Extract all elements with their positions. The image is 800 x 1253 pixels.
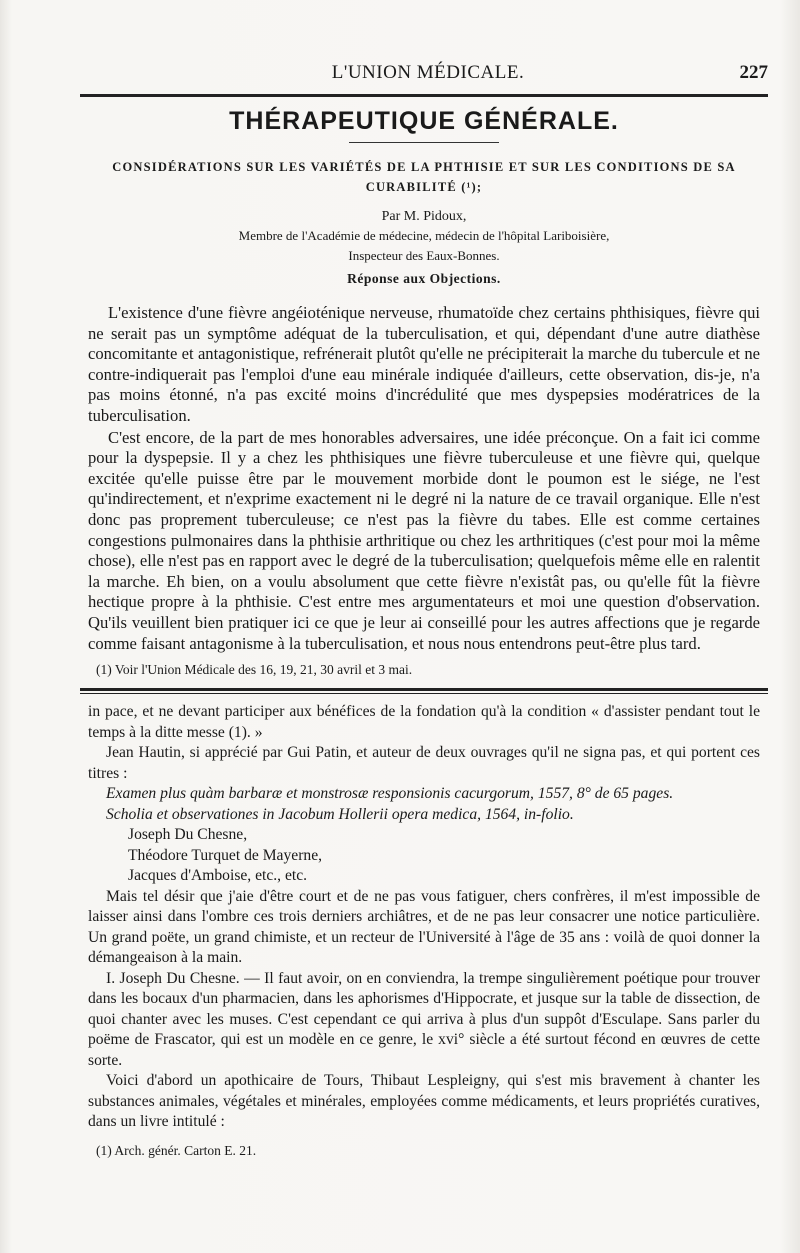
work-title	[88, 784, 760, 805]
work-title	[88, 805, 760, 826]
section-title: THÉRAPEUTIQUE GÉNÉRALE.	[229, 107, 619, 135]
article-paragraph: C'est encore, de la part de mes honorables adversaires, une idée préconçue. On a fait ici comme pour la dyspepsie. Il y a chez les phthisiques une fièvre tuberculeuse et une fièvre qui, quelque excitée qu'elle puisse être par le mouvement morbide dont le poumon est le siége, ne l'est qu'indirectement, et n'exprime exactement ni le degré ni la nature de ce travail organique. Elle n'est donc pas proprement tuberculeuse; ce n'est pas la fièvre du tabes. Elle est comme certaines congestions pulmonaires dans la phthisie arthritique ou chez les arthritiques (c'est pour moi la même chose), elle n'est pas en rapport avec le degré de la tuberculisation; quelquefois même elle en ralentit la marche. Eh bien, on a voulu absolument que cette fièvre n'existât pas, ou qu'elle fût la fièvre hectique propre à la phthisie. C'est entre mes argumentateurs et moi une question d'observation. Qu'ils veuillent bien pratiquer ici ce que je leur ai conseillé pour les autres affections que je regarde comme faisant antagonisme à la tuberculisation, et nous nous entendrons peut-être plus tard.	[88, 427, 760, 653]
page-number: 227	[739, 62, 768, 83]
article-author: Par M. Pidoux,	[381, 209, 467, 224]
article-subheading: Réponse aux Objections.	[347, 271, 501, 286]
title-divider	[349, 142, 499, 143]
feuilleton-section	[88, 702, 760, 1159]
feuilleton-paragraph: Voici d'abord un apothicaire de Tours, Thibaut Lespleigny, qui s'est mis bravement à chanter les substances animales, végétales et minérales, employées comme médicaments, et leurs propriétés curatives, dans un livre intitulé :	[88, 1072, 760, 1131]
page-header	[88, 0, 768, 84]
feuilleton-paragraph: I. Joseph Du Chesne. — Il faut avoir, on en conviendra, la trempe singulièrement poétique pour trouver dans les bocaux d'un pharmacien, dans les aphorismes d'Hippocrate, et jusque sur la table de dissection, de quoi chanter avec les muses. C'est cependant ce qui arriva à plus d'un suppôt d'Esculape. Sans parler du poëme de Frascator, qui est un modèle en ce genre, le xvi° siècle a été surtout fécond en œuvres de cette sorte.	[88, 969, 760, 1069]
names-list	[88, 825, 760, 887]
feuilleton-paragraph: in pace, et ne devant participer aux bénéfices de la fondation qu'à la condition « d'assister pendant tout le temps à la ditte messe (1). »	[88, 703, 760, 741]
article-paragraph: L'existence d'une fièvre angéioténique nerveuse, rhumatoïde chez certains phthisiques, fièvre qui ne serait pas un symptôme adéquat de la tuberculisation, et qui, dépendant d'une autre diathèse concomitante et antagonistique, refrénerait plutôt qu'elle ne précipiterait la marche du tubercule et ne contre-indiquerait pas l'emploi d'une eau minérale indiquée d'ailleurs, cette observation, dis-je, n'a pas moins étonné, n'a pas excité moins d'incrédulité que mes dyspepsies modératrices de la tuberculisation.	[88, 303, 760, 425]
work-title-text: Examen plus quàm barbaræ et monstrosæ responsionis cacurgorum, 1557, 8° de 65 pages.	[106, 785, 674, 803]
name-item: Théodore Turquet de Mayerne,	[128, 846, 323, 864]
feuilleton-footnote: (1) Arch. génér. Carton E. 21.	[96, 1142, 257, 1158]
running-title: L'UNION MÉDICALE.	[331, 62, 525, 83]
author-affiliation-1: Membre de l'Académie de médecine, médecin de l'hôpital Lariboisière,	[238, 228, 610, 243]
feuilleton-paragraph: Mais tel désir que j'aie d'être court et de ne pas vous fatiguer, chers confrères, il m'est impossible de laisser ainsi dans l'ombre ces trois derniers archiâtres, et de ne pas leur consacrer une notice particulière. Un grand poëte, un grand chimiste, et un recteur de l'Université à l'âge de 35 ans : voilà de quoi donner la démangeaison à la main.	[88, 887, 760, 967]
article-footnote: (1) Voir l'Union Médicale des 16, 19, 21, 30 avril et 3 mai.	[96, 662, 413, 678]
feuilleton-divider	[80, 688, 768, 694]
author-affiliation-2: Inspecteur des Eaux-Bonnes.	[348, 248, 500, 263]
name-item: Joseph Du Chesne,	[128, 826, 248, 844]
work-title-text: Scholia et observationes in Jacobum Hollerii opera medica, 1564, in-folio.	[106, 805, 574, 823]
article-body	[88, 303, 760, 654]
works-list	[88, 784, 760, 825]
name-item: Jacques d'Amboise, etc., etc.	[128, 867, 308, 885]
header-rule	[80, 94, 768, 97]
article-title: CONSIDÉRATIONS SUR LES VARIÉTÉS DE LA PHTHISIE ET SUR LES CONDITIONS DE SA CURABILITÉ (¹);	[112, 160, 736, 194]
feuilleton-paragraph: Jean Hautin, si apprécié par Gui Patin, et auteur de deux ouvrages qu'il ne signa pas, et qui portent ces titres :	[88, 744, 760, 782]
